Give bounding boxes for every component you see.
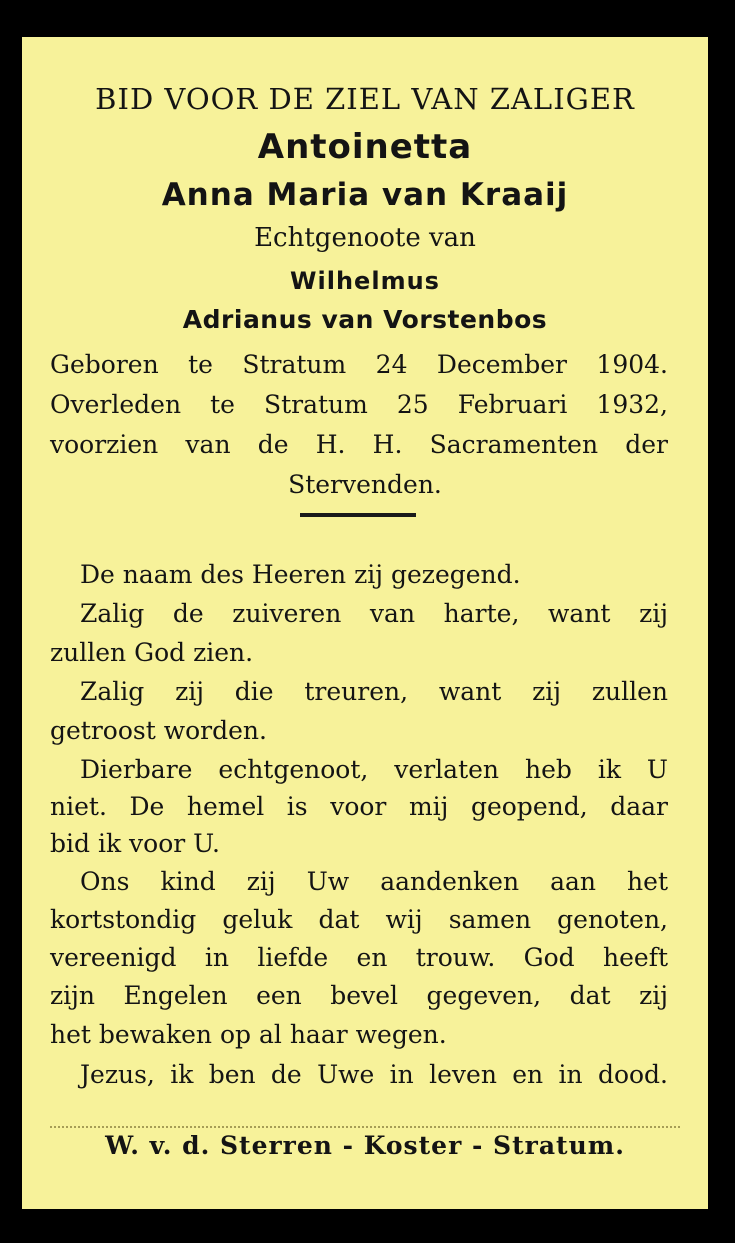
death-line: Overleden te Stratum 25 Februari 1932,: [50, 390, 668, 419]
verse-line: Jezus, ik ben de Uwe in leven en in dood.: [80, 1060, 668, 1089]
dotted-divider: [50, 1126, 680, 1128]
sacraments-line-end: Stervenden.: [288, 470, 442, 499]
birth-line: Geboren te Stratum 24 December 1904.: [50, 350, 668, 379]
verse-line: getroost worden.: [50, 716, 267, 745]
deceased-first-name: Antoinetta: [257, 127, 473, 167]
deceased-full-name: Anna Maria van Kraaij: [161, 177, 569, 213]
card-header: BID VOOR DE ZIEL VAN ZALIGER: [95, 82, 635, 116]
verse-line: zijn Engelen een bevel gegeven, dat zij: [50, 981, 668, 1010]
verse-line: Dierbare echtgenoot, verlaten heb ik U: [80, 755, 668, 784]
verse-line: vereenigd in liefde en trouw. God heeft: [50, 943, 668, 972]
verse-line: Ons kind zij Uw aandenken aan het: [80, 867, 668, 896]
verse-line: Zalig de zuiveren van harte, want zij: [80, 599, 668, 628]
verse-line: het bewaken op al haar wegen.: [50, 1020, 447, 1049]
memorial-card: [22, 37, 708, 1209]
printer-imprint: W. v. d. Sterren - Koster - Stratum.: [105, 1131, 625, 1160]
verse-line: zullen God zien.: [50, 638, 254, 667]
spouse-label: Echtgenoote van: [254, 223, 476, 253]
spouse-first-name: Wilhelmus: [290, 267, 440, 295]
verse-line: niet. De hemel is voor mij geopend, daar: [50, 792, 668, 821]
verse-line: bid ik voor U.: [50, 829, 220, 858]
verse-line: Zalig zij die treuren, want zij zullen: [80, 677, 668, 706]
sacraments-line: voorzien van de H. H. Sacramenten der: [50, 430, 668, 459]
divider-rule: [300, 513, 416, 517]
verse-line: kortstondig geluk dat wij samen genoten,: [50, 905, 668, 934]
spouse-full-name: Adrianus van Vorstenbos: [182, 305, 548, 334]
verse-line: De naam des Heeren zij gezegend.: [80, 560, 521, 589]
